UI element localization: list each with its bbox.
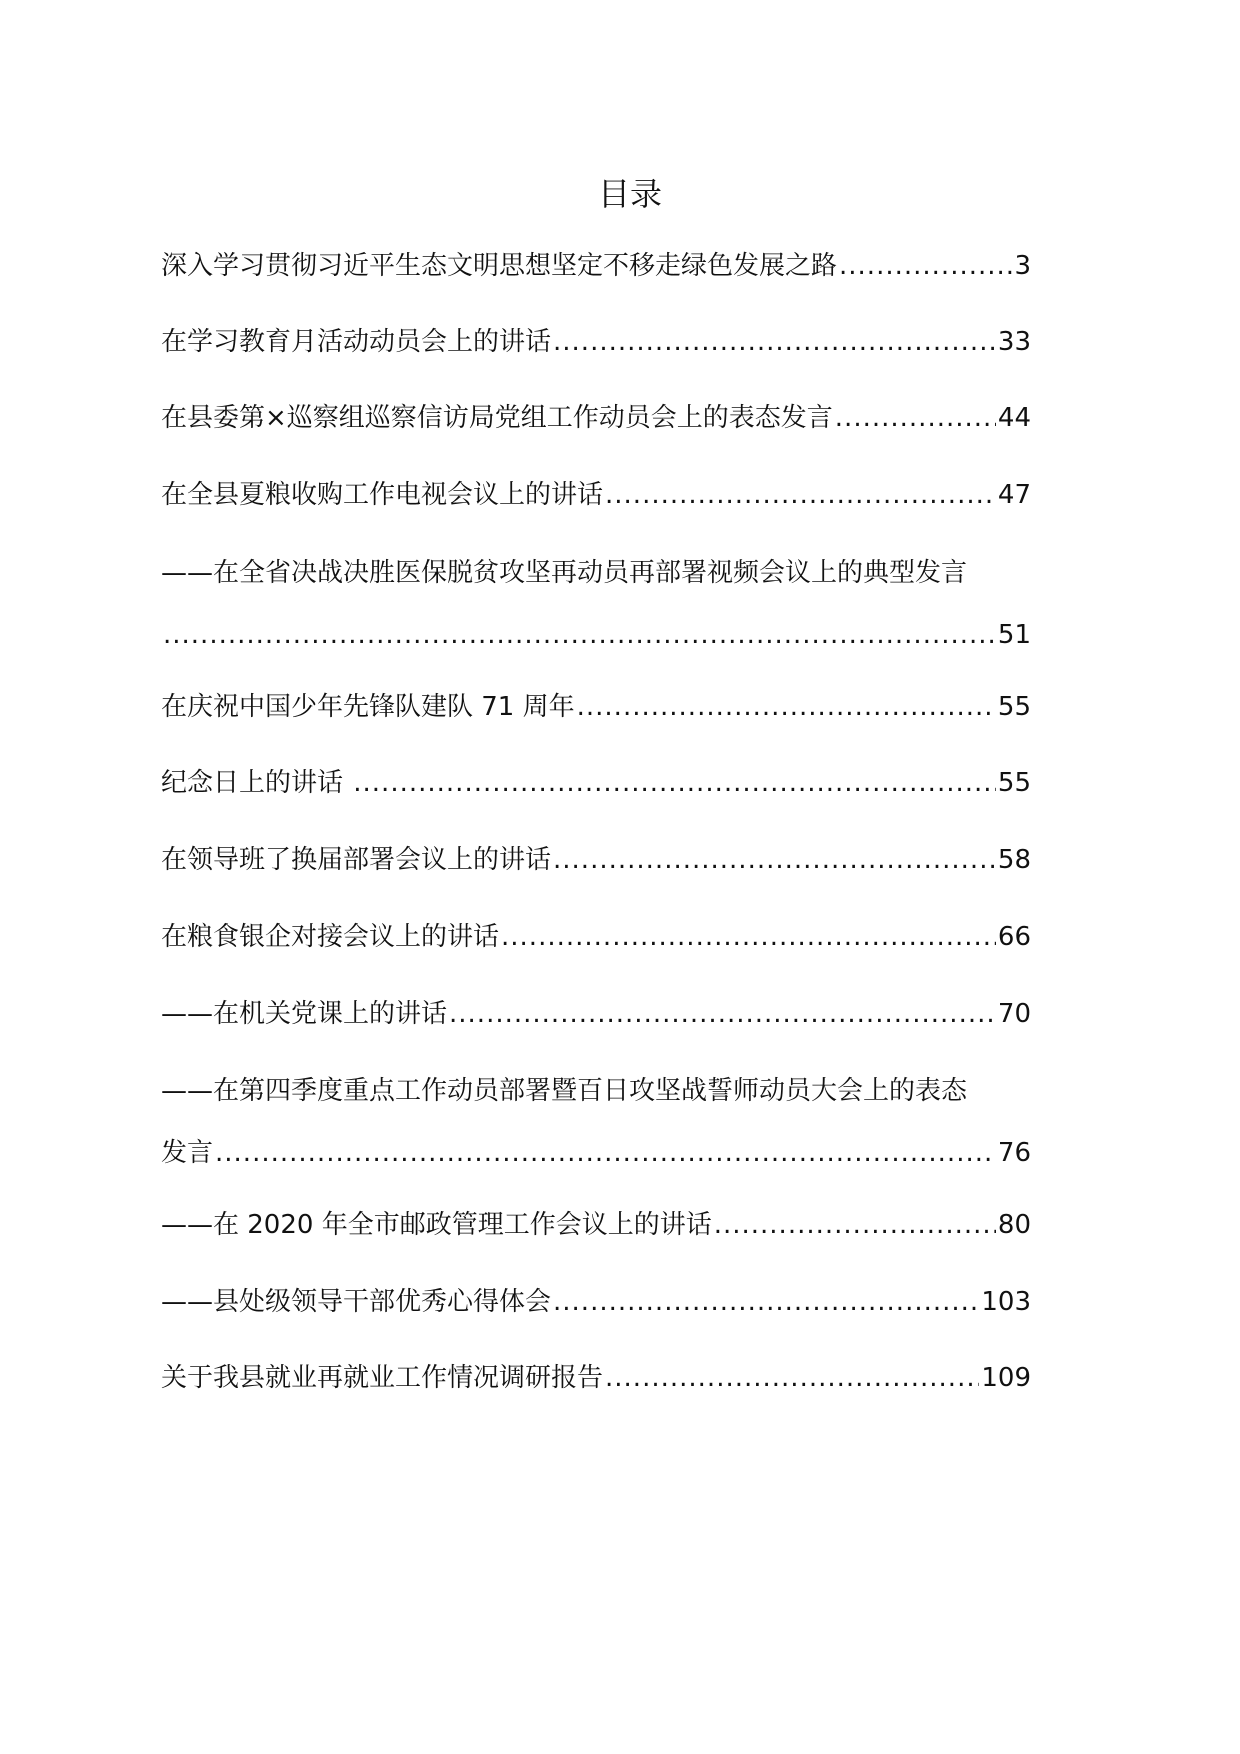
toc-entry-12[interactable] xyxy=(161,1205,1031,1245)
toc-entry-page: 103 xyxy=(981,1287,1031,1317)
toc-entry-14[interactable] xyxy=(161,1358,1031,1398)
toc-entry-title: 关于我县就业再就业工作情况调研报告 xyxy=(161,1363,604,1393)
toc-leader-dots xyxy=(553,322,996,362)
toc-leader-dots xyxy=(553,840,996,880)
toc-leader-dots xyxy=(835,398,996,438)
toc-entry-page: 51 xyxy=(997,620,1031,650)
toc-entry-title-line2: 发言 xyxy=(161,1138,214,1168)
toc-entry-page: 76 xyxy=(997,1138,1031,1168)
toc-entry-title: 纪念日上的讲话 xyxy=(161,768,352,798)
toc-entry-title: 在县委第×巡察组巡察信访局党组工作动员会上的表态发言 xyxy=(161,403,833,433)
toc-entry-title: 在全县夏粮收购工作电视会议上的讲话 xyxy=(161,480,604,510)
toc-leader-dots xyxy=(163,615,996,655)
toc-entry-page: 80 xyxy=(997,1210,1031,1240)
toc-leader-dots xyxy=(215,1133,996,1173)
toc-entry-page: 3 xyxy=(1014,251,1031,281)
toc-entry-page: 66 xyxy=(997,922,1031,952)
toc-entry-title: 在学习教育月活动动员会上的讲话 xyxy=(161,327,552,357)
toc-leader-dots xyxy=(839,246,1012,286)
toc-entry-9[interactable] xyxy=(161,917,1031,957)
toc-entry-10[interactable] xyxy=(161,994,1031,1034)
toc-entry-title: ——在机关党课上的讲话 xyxy=(161,999,448,1029)
toc-leader-dots xyxy=(577,687,996,727)
toc-entry-2[interactable] xyxy=(161,322,1031,362)
toc-entry-title: 深入学习贯彻习近平生态文明思想坚定不移走绿色发展之路 xyxy=(161,251,838,281)
toc-leader-dots xyxy=(714,1205,996,1245)
toc-entry-page: 47 xyxy=(997,480,1031,510)
toc-entry-6[interactable] xyxy=(161,687,1031,727)
toc-entry-13[interactable] xyxy=(161,1282,1031,1322)
toc-leader-dots xyxy=(501,917,996,957)
toc-entry-title: ——在 2020 年全市邮政管理工作会议上的讲话 xyxy=(161,1210,712,1240)
page-title: 目录 xyxy=(597,175,662,213)
toc-entry-title: 在领导班了换届部署会议上的讲话 xyxy=(161,845,552,875)
toc-entry-page: 44 xyxy=(997,403,1031,433)
toc-entry-3[interactable] xyxy=(161,398,1031,438)
toc-leader-dots xyxy=(605,475,996,515)
toc-entry-4[interactable] xyxy=(161,475,1031,515)
toc-entry-page: 55 xyxy=(997,768,1031,798)
toc-entry-8[interactable] xyxy=(161,840,1031,880)
toc-entry-page: 109 xyxy=(981,1363,1031,1393)
toc-entry-title: ——在第四季度重点工作动员部署暨百日攻坚战誓师动员大会上的表态 xyxy=(161,1076,968,1106)
toc-entry-title: ——县处级领导干部优秀心得体会 xyxy=(161,1287,552,1317)
toc-entry-title: ——在全省决战决胜医保脱贫攻坚再动员再部署视频会议上的典型发言 xyxy=(161,558,968,588)
toc-entry-1[interactable] xyxy=(161,246,1031,286)
toc-entry-page: 55 xyxy=(997,692,1031,722)
toc-entry-page: 33 xyxy=(997,327,1031,357)
toc-entry-page: 70 xyxy=(997,999,1031,1029)
toc-entry-title: 在粮食银企对接会议上的讲话 xyxy=(161,922,500,952)
toc-entry-11[interactable] xyxy=(161,1071,1031,1173)
toc-entry-page: 58 xyxy=(997,845,1031,875)
toc-entry-7[interactable] xyxy=(161,763,1031,803)
toc-leader-dots xyxy=(553,1282,979,1322)
toc-leader-dots xyxy=(353,763,996,803)
toc-leader-dots xyxy=(449,994,996,1034)
toc-leader-dots xyxy=(605,1358,979,1398)
toc-entry-title: 在庆祝中国少年先锋队建队 71 周年 xyxy=(161,692,575,722)
toc-entry-5[interactable] xyxy=(161,553,1031,655)
